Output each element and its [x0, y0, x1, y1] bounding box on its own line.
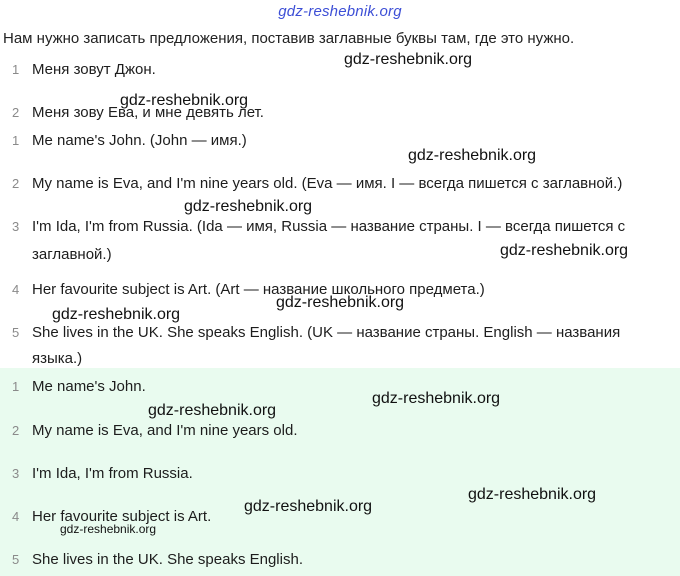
watermark: gdz-reshebnik.org [60, 522, 157, 536]
item-number: 3 [12, 219, 20, 234]
item-number: 4 [12, 509, 20, 524]
watermark: gdz-reshebnik.org [184, 198, 313, 215]
item-number: 1 [12, 379, 20, 394]
answer-text: Me name's John. [32, 378, 146, 395]
explanation-text-continued: языка.) [32, 350, 83, 367]
example-text: Меня зову Ева, и мне девять лет. [32, 104, 264, 121]
answer-text: I'm Ida, I'm from Russia. [32, 465, 193, 482]
explanation-text: She lives in the UK. She speaks English. (UK — название страны. English — названия [32, 324, 621, 341]
watermark: gdz-reshebnik.org [52, 306, 181, 323]
item-number: 1 [12, 133, 20, 148]
watermark: gdz-reshebnik.org [408, 147, 537, 164]
site-header: gdz-reshebnik.org [278, 3, 402, 20]
explanation-text-continued: заглавной.) [32, 246, 112, 263]
item-number: 2 [12, 105, 20, 120]
example-text: Меня зовут Джон. [32, 61, 156, 78]
watermark: gdz-reshebnik.org [468, 486, 597, 503]
answer-text: She lives in the UK. She speaks English. [32, 551, 303, 568]
watermark: gdz-reshebnik.org [372, 390, 501, 407]
watermark: gdz-reshebnik.org [500, 242, 629, 259]
watermark: gdz-reshebnik.org [148, 402, 277, 419]
answer-text: My name is Eva, and I'm nine years old. [32, 422, 298, 439]
explanation-text: Her favourite subject is Art. (Art — название школьного предмета.) [32, 281, 485, 298]
item-number: 3 [12, 466, 20, 481]
task-instruction: Нам нужно записать предложения, поставив заглавные буквы там, где это нужно. [3, 30, 575, 47]
item-number: 1 [12, 62, 20, 77]
item-number: 5 [12, 552, 20, 567]
item-number: 2 [12, 423, 20, 438]
answer-text: Her favourite subject is Art. [32, 508, 212, 525]
item-number: 4 [12, 282, 20, 297]
explanation-text: My name is Eva, and I'm nine years old. (Eva — имя. I — всегда пишется с заглавной.) [32, 175, 623, 192]
watermark: gdz-reshebnik.org [276, 294, 405, 311]
explanation-text: I'm Ida, I'm from Russia. (Ida — имя, Russia — название страны. I — всегда пишется с [32, 218, 626, 235]
item-number: 5 [12, 325, 20, 340]
watermark: gdz-reshebnik.org [344, 51, 473, 68]
item-number: 2 [12, 176, 20, 191]
watermark: gdz-reshebnik.org [244, 498, 373, 515]
watermark: gdz-reshebnik.org [120, 92, 249, 109]
explanation-text: Me name's John. (John — имя.) [32, 132, 247, 149]
